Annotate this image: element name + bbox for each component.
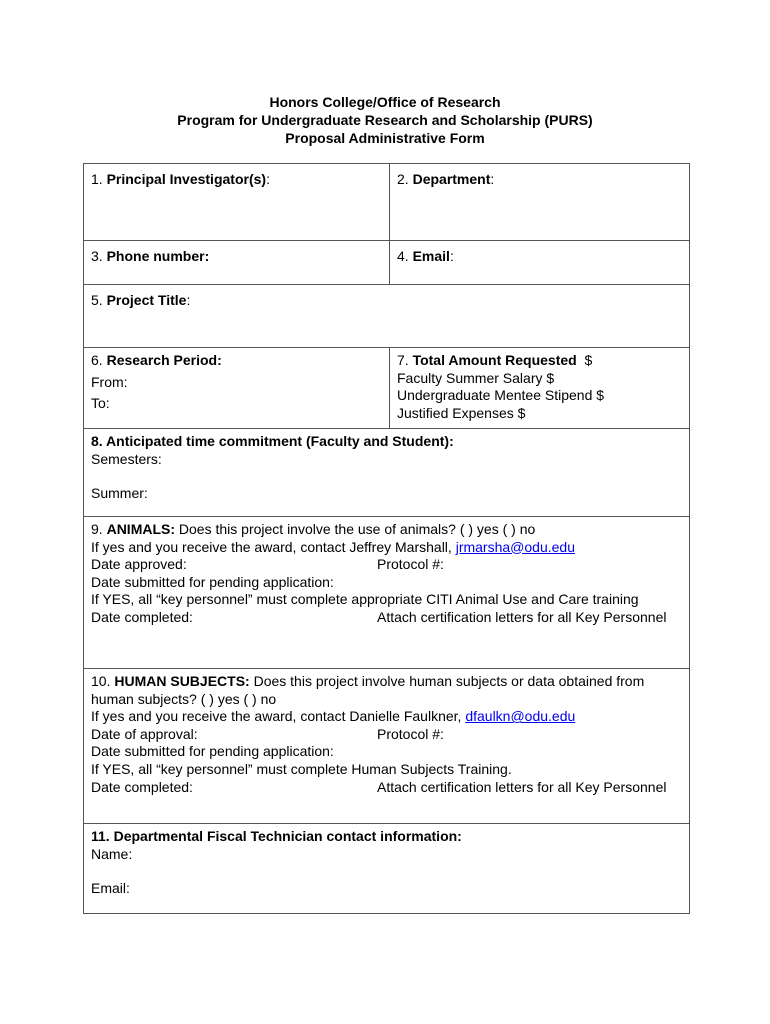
row-fiscal-technician [84,824,690,914]
row-investigator-department [84,164,690,241]
project-title-number: 5 [91,292,99,308]
human-subjects-question: Does this project involve human subjects or data obtained from human subjects? ( ) yes ( ) no [91,673,645,707]
human-subjects-label: HUMAN SUBJECTS: [114,673,250,689]
department-field[interactable]: 2. Department: [390,164,690,241]
principal-investigator-number: 1 [91,171,99,187]
email-label: Email [412,248,450,264]
principal-investigator-field[interactable]: 1. Principal Investigator(s): [84,164,390,241]
undergraduate-mentee-stipend: Undergraduate Mentee Stipend $ [397,387,605,404]
principal-investigator-label: Principal Investigator(s) [106,171,267,187]
human-subjects-pending-date: Date submitted for pending application: [91,743,334,760]
animals-contact-text: If yes and you receive the award, contact Jeffrey Marshall, [91,538,456,555]
form-header [0,93,770,147]
research-period-number: 6 [91,352,99,368]
human-subjects-date-of-approval: Date of approval: [91,725,198,742]
total-amount-dollar: $ [584,352,593,368]
summer-label: Summer: [91,485,148,502]
phone-number-field[interactable]: 3. Phone number: [84,241,390,285]
total-amount-label: Total Amount Requested [412,352,577,368]
fiscal-technician-email-label: Email: [91,880,130,897]
justified-expenses: Justified Expenses $ [397,404,526,421]
human-subjects-number: 10 [91,673,107,689]
header-line-2: Program for Undergraduate Research and Scholarship (PURS) [177,112,593,128]
human-subjects-contact-text: If yes and you receive the award, contact Danielle Faulkner, [91,708,466,725]
research-period-to: To: [91,395,110,412]
animals-date-completed: Date completed: [91,608,193,625]
human-subjects-date-completed: Date completed: [91,778,193,795]
human-subjects-protocol: Protocol #: [377,725,444,742]
human-subjects-contact-email-link[interactable]: dfaulkn@odu.edu [465,708,576,725]
animals-contact-email-link[interactable]: jrmarsha@odu.edu [455,538,575,555]
row-project-title [84,285,690,348]
research-period-from: From: [91,373,128,390]
semesters-label: Semesters: [91,450,162,467]
total-amount-number: 7 [397,352,405,368]
phone-number-number: 3 [91,248,99,264]
animals-training-requirement: If YES, all “key personnel” must complete appropriate CITI Animal Use and Care training [91,591,639,608]
row-time-commitment [84,429,690,517]
header-line-3: Proposal Administrative Form [285,130,485,146]
animals-section[interactable]: 9. ANIMALS: Does this project involve the use of animals? ( ) yes ( ) no If yes and you receive the award, contact Jeffrey Marshall, jrmarsha@odu.edu Date approved: Protocol #: Date submitted for pending application: If YES, all “key personnel” must complete appropriate CITI Animal Use and Care training Date completed: Attach certification letters for all Key Personnel [84,517,690,669]
animals-protocol: Protocol #: [377,556,444,573]
animals-number: 9 [91,521,99,537]
animals-question: Does this project involve the use of animals? ( ) yes ( ) no [175,521,536,537]
human-subjects-training-requirement: If YES, all “key personnel” must complete Human Subjects Training. [91,760,512,777]
department-label: Department [412,171,491,187]
fiscal-technician-name-label: Name: [91,845,133,862]
row-human-subjects [84,669,690,824]
time-commitment-field[interactable] [84,429,690,517]
human-subjects-attach-note: Attach certification letters for all Key Personnel [377,778,667,795]
email-field[interactable]: 4. Email: [390,241,690,285]
research-period-label: Research Period: [106,352,222,368]
row-period-amount [84,348,690,429]
project-title-label: Project Title [106,292,187,308]
fiscal-technician-section[interactable] [84,824,690,914]
animals-pending-date: Date submitted for pending application: [91,573,334,590]
animals-label: ANIMALS: [106,521,176,537]
header-line-1: Honors College/Office of Research [269,94,501,110]
faculty-summer-salary: Faculty Summer Salary $ [397,369,555,386]
animals-attach-note: Attach certification letters for all Key Personnel [377,608,667,625]
research-period-field[interactable]: 6. Research Period: From: To: [84,348,390,429]
row-phone-email [84,241,690,285]
animals-date-approved: Date approved: [91,556,187,573]
fiscal-technician-title: 11. Departmental Fiscal Technician contact information: [91,828,462,844]
department-number: 2 [397,171,405,187]
human-subjects-section[interactable]: 10. HUMAN SUBJECTS: Does this project involve human subjects or data obtained from human subjects? ( ) yes ( ) no If yes and you receive the award, contact Danielle Faulkner, dfaulkn@odu.edu Date of approval: Protocol #: Date submitted for pending application: If YES, all “key personnel” must complete Human Subjects Training. Date completed: Attach certification letters for all Key Personnel [84,669,690,824]
phone-number-label: Phone number: [106,248,210,264]
administrative-form-table [83,163,690,914]
project-title-field[interactable]: 5. Project Title: [84,285,690,348]
email-number: 4 [397,248,405,264]
total-amount-field[interactable]: 7. Total Amount Requested $ Faculty Summer Salary $ Undergraduate Mentee Stipend $ Justified Expenses $ [390,348,690,429]
time-commitment-title: 8. Anticipated time commitment (Faculty and Student): [91,433,454,449]
row-animals [84,517,690,669]
